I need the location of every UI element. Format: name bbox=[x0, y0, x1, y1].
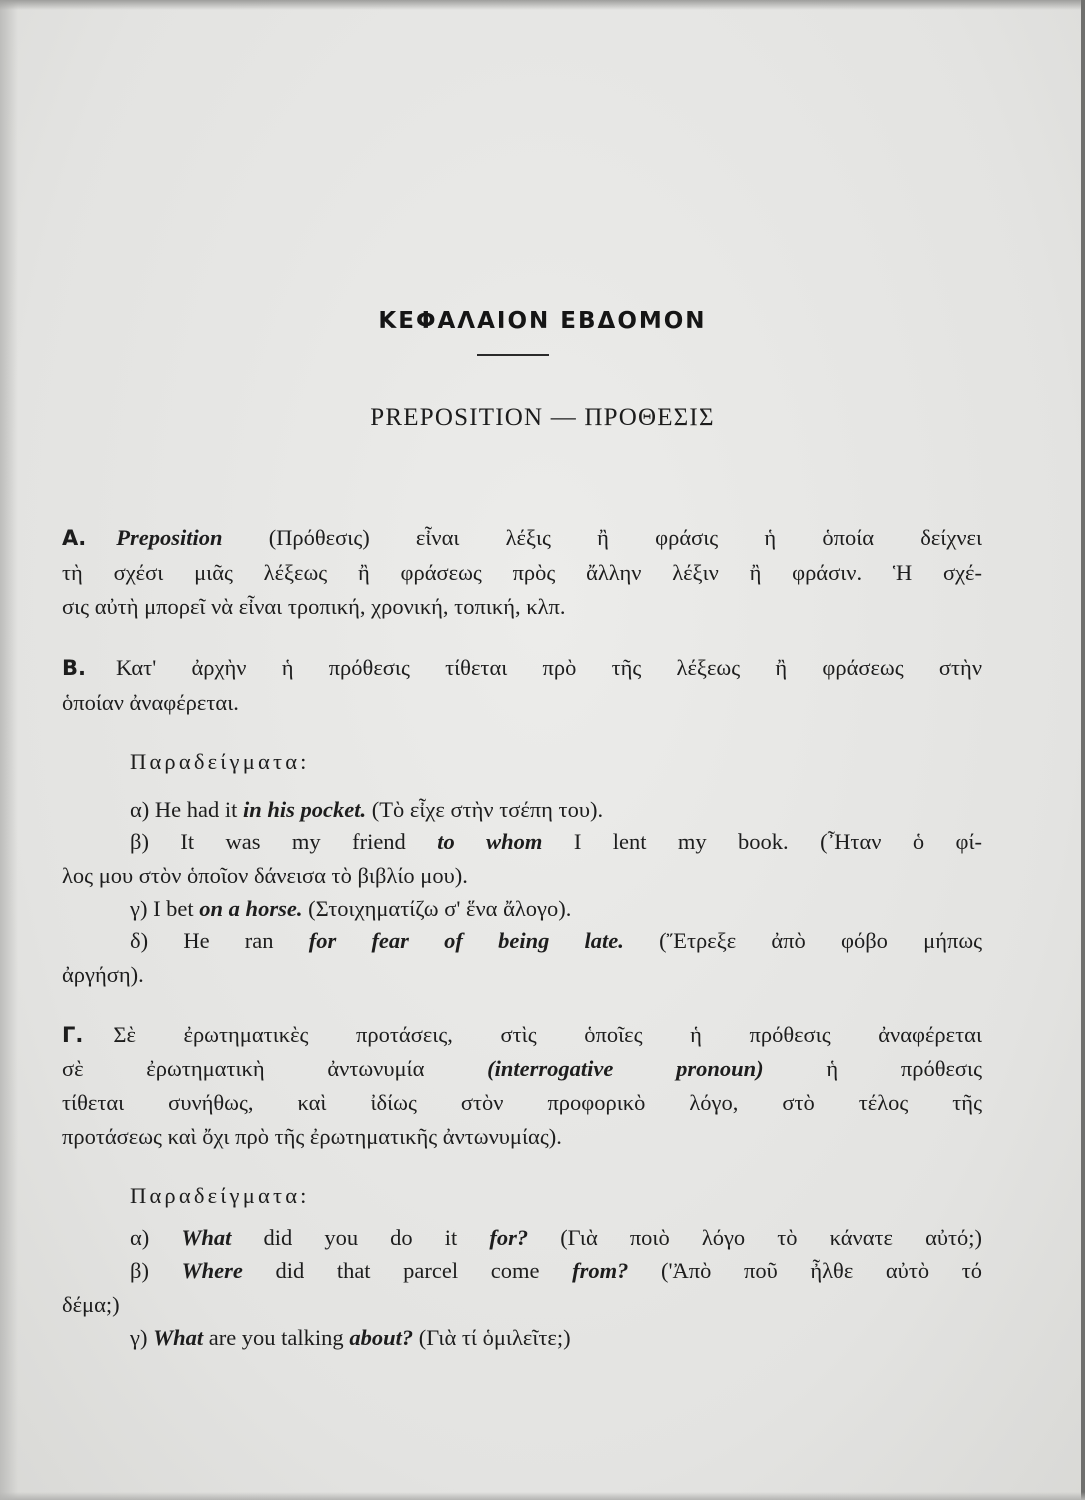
section-c-line-3: τίθεται συνήθως, καὶ ἰδίως στὸν προφορικὸ λόγο, στὸ τέλος τῆς bbox=[62, 1090, 982, 1115]
section-c-text: σὲ ἐρωτηματικὴ ἀντωνυμία bbox=[62, 1056, 425, 1081]
example-number: δ) bbox=[130, 928, 149, 953]
example-english: He had it bbox=[154, 797, 238, 822]
example-preposition: for? bbox=[489, 1225, 529, 1250]
section-c-example-b bbox=[130, 1258, 982, 1284]
example-translation: (Γιὰ τί ὁμιλεῖτε;) bbox=[418, 1325, 571, 1350]
example-english: did that parcel come bbox=[275, 1258, 540, 1283]
section-c-text: Σὲ ἐρωτηματικὲς προτάσεις, στὶς ὁποῖες ἡ πρόθεσις ἀναφέρεται bbox=[113, 1022, 982, 1047]
example-preposition: for fear of being late. bbox=[308, 928, 624, 953]
example-english: are you talking bbox=[208, 1325, 344, 1350]
section-c-example-a bbox=[130, 1225, 982, 1251]
example-preposition: on a horse. bbox=[199, 896, 303, 921]
example-preposition: from? bbox=[572, 1258, 629, 1283]
example-number: β) bbox=[130, 1258, 149, 1283]
example-number: α) bbox=[130, 1225, 150, 1250]
page-shadow-left bbox=[0, 0, 18, 1500]
section-c-examples-heading: Παραδείγματα: bbox=[130, 1183, 310, 1208]
section-a-term: Preposition bbox=[116, 525, 223, 550]
section-b-line-1 bbox=[62, 655, 982, 681]
section-title: PREPOSITION — ΠΡΟΘΕΣΙΣ bbox=[370, 404, 715, 431]
example-english: did you do it bbox=[263, 1225, 458, 1250]
page-shadow-top bbox=[0, 0, 1085, 10]
section-b-example-a bbox=[130, 797, 603, 823]
example-preposition: about? bbox=[349, 1325, 414, 1350]
section-b-text: Κατ' ἀρχὴν ἡ πρόθεσις τίθεται πρὸ τῆς λέξεως ἢ φράσεως στὴν bbox=[115, 655, 982, 680]
section-a-line-2: τὴ σχέσι μιᾶς λέξεως ἢ φράσεως πρὸς ἄλλην λέξιν ἢ φράσιν. Ἡ σχέ- bbox=[62, 560, 982, 585]
example-translation: I lent my book. (Ἦταν ὁ φί- bbox=[573, 829, 983, 854]
section-c-line-4: προτάσεως καὶ ὄχι πρὸ τῆς ἐρωτηματικῆς ἀντωνυμίας). bbox=[62, 1124, 562, 1149]
section-a-text: (Πρόθεσις) εἶναι λέξις ἢ φράσις ἡ ὁποία δείχνει bbox=[268, 525, 982, 550]
page-edge-right bbox=[1081, 0, 1085, 1500]
example-question-word: What bbox=[153, 1325, 204, 1350]
title-divider bbox=[477, 354, 549, 356]
example-translation: (Τὸ εἶχε στὴν τσέπη του). bbox=[371, 797, 604, 822]
example-translation: ('Ἀπὸ ποῦ ἦλθε αὐτὸ τό bbox=[660, 1258, 983, 1283]
example-question-word: What bbox=[181, 1225, 232, 1250]
example-preposition: in his pocket. bbox=[243, 797, 367, 822]
section-b-line-2: ὁποίαν ἀναφέρεται. bbox=[62, 690, 239, 715]
example-translation: (Γιὰ ποιὸ λόγο τὸ κάνατε αὐτό;) bbox=[560, 1225, 983, 1250]
example-translation: (Ἔτρεξε ἀπὸ φόβο μήπως bbox=[659, 928, 983, 953]
section-b-examples-heading: Παραδείγματα: bbox=[130, 749, 310, 774]
section-a-label: Α. bbox=[62, 526, 87, 550]
example-number: γ) bbox=[130, 896, 148, 921]
section-b-label: Β. bbox=[62, 656, 86, 680]
chapter-title: ΚΕΦΑΛΑΙΟΝ ΕΒΔΟΜΟΝ bbox=[378, 308, 707, 334]
section-b-example-c bbox=[130, 896, 571, 922]
section-c-example-c bbox=[130, 1325, 571, 1351]
section-b-example-d-cont: ἀργήση). bbox=[62, 962, 144, 987]
section-a-line-3: σις αὐτὴ μπορεῖ νὰ εἶναι τροπική, χρονική, τοπική, κλπ. bbox=[62, 594, 566, 619]
section-b-example-b-cont: λος μου στὸν ὁποῖον δάνεισα τὸ βιβλίο μου). bbox=[62, 863, 468, 888]
example-preposition: to whom bbox=[437, 829, 543, 854]
section-c-line-1 bbox=[62, 1022, 982, 1048]
section-b-example-b bbox=[130, 829, 982, 855]
example-number: α) bbox=[130, 797, 150, 822]
section-c-term: (interrogative pronoun) bbox=[487, 1056, 764, 1081]
example-english: I bet bbox=[153, 896, 194, 921]
example-english: He ran bbox=[183, 928, 274, 953]
example-translation: (Στοιχηματίζω σ' ἕνα ἄλογο). bbox=[308, 896, 572, 921]
example-number: β) bbox=[130, 829, 149, 854]
example-number: γ) bbox=[130, 1325, 148, 1350]
section-b-example-d bbox=[130, 928, 982, 954]
example-question-word: Where bbox=[181, 1258, 243, 1283]
example-english: It was my friend bbox=[180, 829, 406, 854]
page-shadow-bottom bbox=[0, 1492, 1085, 1500]
section-c-line-2 bbox=[62, 1056, 982, 1082]
section-c-example-b-cont: δέμα;) bbox=[62, 1292, 120, 1317]
section-c-text: ἡ πρόθεσις bbox=[826, 1056, 983, 1081]
section-c-label: Γ. bbox=[62, 1023, 84, 1047]
section-a-line-1 bbox=[62, 525, 982, 551]
